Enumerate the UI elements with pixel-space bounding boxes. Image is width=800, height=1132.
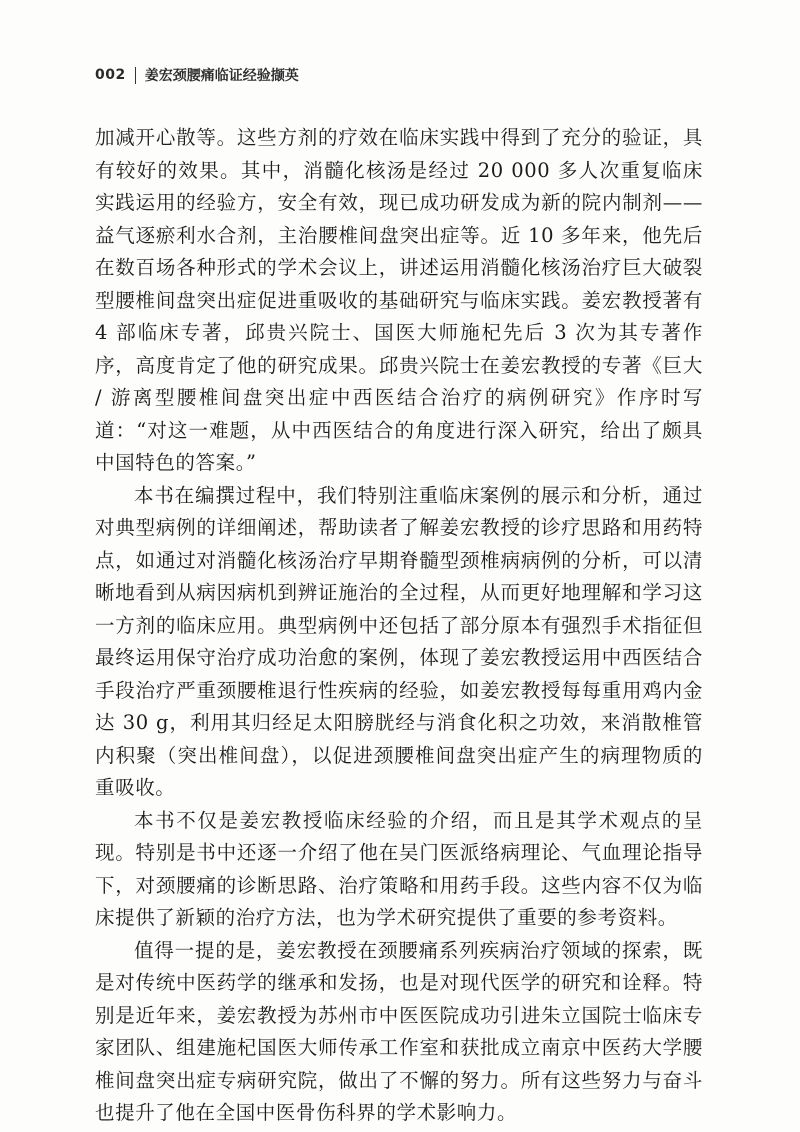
body-text xyxy=(95,122,703,1130)
paragraph: 值得一提的是，姜宏教授在颈腰痛系列疾病治疗领域的探索，既是对传统中医药学的继承和发扬，也是对现代医学的研究和诠释。特别是近年来，姜宏教授为苏州市中医医院成功引进朱立国院士临床专家团队、组建施杞国医大师传承工作室和获批成立南京中医药大学腰椎间盘突出症专病研究院，做出了不懈的努力。所有这些努力与奋斗也提升了他在全国中医骨伤科界的学术影响力。 xyxy=(95,938,703,1124)
running-header xyxy=(95,64,299,86)
paragraph: 加减开心散等。这些方剂的疗效在临床实践中得到了充分的验证，具有较好的效果。其中，消髓化核汤是经过 20 000 多人次重复临床实践运用的经验方，安全有效，现已成功研发成为新的院内制剂——益气逐瘀利水合剂，主治腰椎间盘突出症等。近 10 多年来，他先后在数百场各种形式的学术会议上，讲述运用消髓化核汤治疗巨大破裂型腰椎间盘突出症促进重吸收的基础研究与临床实践。姜宏教授著有 4 部临床专著，邱贵兴院士、国医大师施杞先后 3 次为其专著作序，高度肯定了他的研究成果。邱贵兴院士在姜宏教授的专著《巨大 / 游离型腰椎间盘突出症中西医结合治疗的病例研究》作序时写道：“对这一难题，从中西医结合的角度进行深入研究，给出了颇具中国特色的答案。” xyxy=(95,126,703,474)
paragraph: 本书在编撰过程中，我们特别注重临床案例的展示和分析，通过对典型病例的详细阐述，帮助读者了解姜宏教授的诊疗思路和用药特点，如通过对消髓化核汤治疗早期脊髓型颈椎病病例的分析，可以清晰地看到从病因病机到辨证施治的全过程，从而更好地理解和学习这一方剂的临床应用。典型病例中还包括了部分原本有强烈手术指征但最终运用保守治疗成功治愈的案例，体现了姜宏教授运用中西医结合手段治疗严重颈腰椎退行性疾病的经验，如姜宏教授每每重用鸡内金达 30 g，利用其归经足太阳膀胱经与消食化积之功效，来消散椎管内积聚（突出椎间盘），以促进颈腰椎间盘突出症产生的病理物质的重吸收。 xyxy=(95,483,703,799)
paragraph: 本书不仅是姜宏教授临床经验的介绍，而且是其学术观点的呈现。特别是书中还逐一介绍了他在吴门医派络病理论、气血理论指导下，对颈腰痛的诊断思路、治疗策略和用药手段。这些内容不仅为临床提供了新颖的治疗方法，也为学术研究提供了重要的参考资料。 xyxy=(95,808,703,929)
page-number: 002 xyxy=(95,67,126,83)
header-divider xyxy=(135,67,136,84)
book-title: 姜宏颈腰痛临证经验撷英 xyxy=(144,68,299,84)
